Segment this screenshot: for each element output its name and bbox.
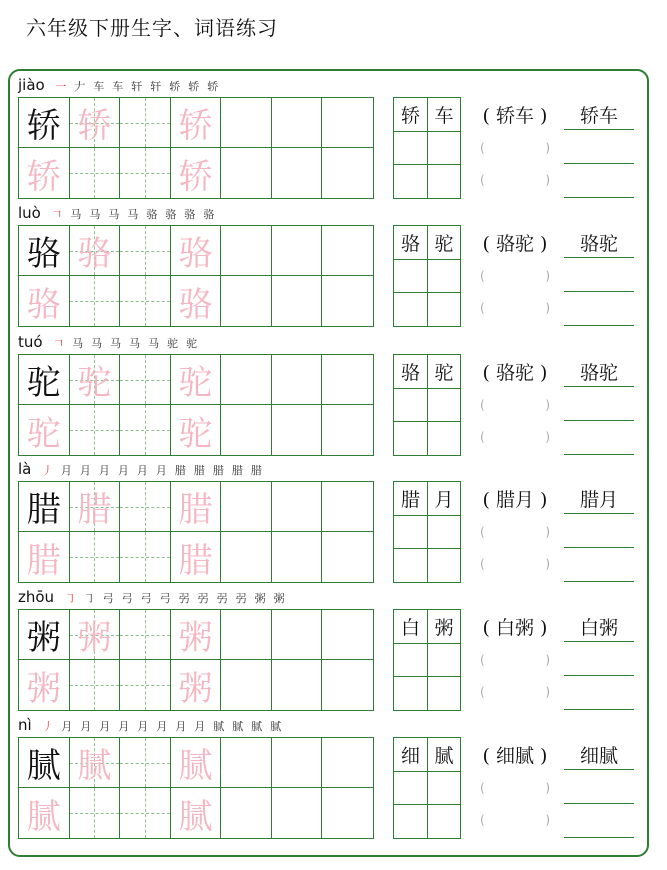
writing-cell[interactable] <box>322 738 373 788</box>
stroke-step: 马 <box>110 337 122 350</box>
word-cell[interactable] <box>427 259 461 293</box>
stroke-step: 弓 <box>102 592 114 605</box>
writing-cell[interactable] <box>322 226 373 276</box>
line-column <box>564 737 634 839</box>
word-on-line: 白粥 <box>579 617 618 639</box>
blank-parens[interactable]: ( ) <box>480 525 550 539</box>
model-char: 骆 <box>26 234 61 274</box>
stroke-step: 马 <box>148 337 160 350</box>
stroke-step: 月 <box>155 464 167 477</box>
word-in-parens: ( 白粥 ) <box>482 617 548 639</box>
word-grid <box>393 225 461 327</box>
stroke-step: 月 <box>175 720 187 733</box>
stroke-step: 骆 <box>146 208 158 221</box>
word-cell[interactable]: 腊 <box>394 482 428 516</box>
blank-parens[interactable]: ( ) <box>480 269 550 283</box>
writing-cell[interactable] <box>272 610 323 660</box>
writing-cell[interactable] <box>120 148 171 198</box>
stroke-step: 车 <box>93 80 105 93</box>
writing-cell[interactable] <box>120 226 171 276</box>
trace-char: 驼 <box>178 363 213 403</box>
word-cell[interactable] <box>394 549 428 583</box>
stroke-step: 腊 <box>250 464 262 477</box>
writing-cell[interactable] <box>120 660 171 710</box>
stroke-step: 马 <box>108 208 120 221</box>
writing-cell[interactable] <box>272 148 323 198</box>
writing-cell[interactable] <box>221 405 272 455</box>
line-column <box>564 354 634 456</box>
writing-cell[interactable] <box>272 482 323 532</box>
trace-char: 腻 <box>77 746 112 786</box>
word-cell[interactable] <box>394 677 428 711</box>
trace-char: 驼 <box>77 363 112 403</box>
writing-cell[interactable] <box>221 226 272 276</box>
writing-cell[interactable] <box>272 226 323 276</box>
trace-char: 轿 <box>178 156 213 197</box>
writing-cell[interactable] <box>120 610 171 660</box>
writing-line[interactable] <box>564 420 634 421</box>
word-cell[interactable] <box>427 131 461 165</box>
stroke-step: 粥 <box>254 592 266 605</box>
writing-line[interactable] <box>564 386 634 387</box>
char-block <box>18 456 638 581</box>
paren-column <box>480 609 550 711</box>
stroke-step: 马 <box>72 337 84 350</box>
writing-cell[interactable] <box>70 788 121 838</box>
line-column <box>564 225 634 327</box>
writing-cell[interactable] <box>322 532 373 582</box>
writing-cell[interactable] <box>272 738 323 788</box>
writing-cell[interactable] <box>120 482 171 532</box>
writing-cell[interactable] <box>19 788 70 838</box>
stroke-step: 月 <box>80 720 92 733</box>
line-column <box>564 97 634 199</box>
trace-char: 腊 <box>178 540 213 581</box>
stroke-step: 轩 <box>131 80 143 93</box>
word-cell[interactable]: 轿 <box>394 98 428 132</box>
blank-parens[interactable]: ( ) <box>480 398 550 412</box>
writing-cell[interactable] <box>19 148 70 198</box>
model-char: 驼 <box>26 363 61 403</box>
pinyin-row <box>18 329 203 351</box>
word-cell[interactable] <box>427 643 461 677</box>
writing-cell[interactable] <box>120 738 171 788</box>
writing-cell[interactable] <box>272 276 323 326</box>
writing-cell[interactable] <box>70 660 121 710</box>
word-in-parens: ( 细腻 ) <box>482 745 548 767</box>
writing-line[interactable] <box>564 709 634 710</box>
writing-cell[interactable] <box>70 610 121 660</box>
stroke-step: 弜 <box>197 592 209 605</box>
word-cell[interactable]: 白 <box>394 610 428 644</box>
stroke-step: 月 <box>60 464 72 477</box>
stroke-step: 粥 <box>273 592 285 605</box>
stroke-step: 轿 <box>188 80 200 93</box>
stroke-step: ㇆ <box>64 592 76 605</box>
trace-char: 轿 <box>77 106 112 146</box>
word-cell[interactable] <box>427 771 461 805</box>
word-cell[interactable] <box>394 643 428 677</box>
stroke-step: 驼 <box>186 337 198 350</box>
writing-cell[interactable] <box>19 405 70 455</box>
writing-line[interactable] <box>564 325 634 326</box>
word-cell[interactable] <box>427 293 461 327</box>
word-in-parens: ( 骆驼 ) <box>482 362 548 384</box>
paren-column <box>480 354 550 456</box>
stroke-step: 弓 <box>140 592 152 605</box>
writing-cell[interactable] <box>19 98 70 148</box>
word-cell[interactable] <box>394 771 428 805</box>
stroke-step: 骆 <box>184 208 196 221</box>
stroke-step: 月 <box>118 720 130 733</box>
writing-cell[interactable] <box>322 98 373 148</box>
word-cell[interactable] <box>394 259 428 293</box>
writing-cell[interactable] <box>70 532 121 582</box>
trace-char: 腻 <box>178 796 213 837</box>
word-on-line: 骆驼 <box>579 233 618 255</box>
writing-line[interactable] <box>564 769 634 770</box>
stroke-step: 轿 <box>169 80 181 93</box>
trace-char: 轿 <box>178 106 213 146</box>
trace-char: 腊 <box>77 490 112 530</box>
writing-cell[interactable] <box>221 660 272 710</box>
stroke-step: 腻 <box>251 720 263 733</box>
writing-cell[interactable] <box>19 276 70 326</box>
blank-parens[interactable]: ( ) <box>480 301 550 315</box>
word-cell[interactable]: 驼 <box>427 226 461 260</box>
word-on-line: 腊月 <box>579 489 618 511</box>
writing-cell[interactable] <box>272 355 323 405</box>
word-cell[interactable] <box>427 515 461 549</box>
writing-cell[interactable] <box>221 610 272 660</box>
tianzige-grid <box>18 609 374 711</box>
trace-char: 驼 <box>26 413 61 454</box>
writing-line[interactable] <box>564 257 634 258</box>
stroke-step: 月 <box>79 464 91 477</box>
writing-cell[interactable] <box>171 98 222 148</box>
writing-cell[interactable] <box>120 355 171 405</box>
writing-line[interactable] <box>564 803 634 804</box>
word-cell[interactable] <box>394 131 428 165</box>
stroke-step: 月 <box>137 720 149 733</box>
writing-line[interactable] <box>564 163 634 164</box>
writing-cell[interactable] <box>221 788 272 838</box>
writing-cell[interactable] <box>19 355 70 405</box>
word-cell[interactable]: 粥 <box>427 610 461 644</box>
stroke-step: 驼 <box>167 337 179 350</box>
stroke-step: 马 <box>70 208 82 221</box>
word-grid <box>393 737 461 839</box>
trace-char: 粥 <box>178 618 213 658</box>
word-cell[interactable] <box>427 805 461 839</box>
stroke-step: 月 <box>61 720 73 733</box>
writing-cell[interactable] <box>322 610 373 660</box>
stroke-step: 腻 <box>213 720 225 733</box>
stroke-step: 马 <box>89 208 101 221</box>
trace-char: 骆 <box>77 234 112 274</box>
word-cell[interactable]: 驼 <box>427 355 461 389</box>
writing-cell[interactable] <box>19 226 70 276</box>
pinyin: nì <box>18 716 32 734</box>
stroke-step: 月 <box>194 720 206 733</box>
writing-cell[interactable] <box>221 98 272 148</box>
word-grid <box>393 354 461 456</box>
writing-line[interactable] <box>564 513 634 514</box>
stroke-step: 腊 <box>174 464 186 477</box>
writing-cell[interactable] <box>120 405 171 455</box>
char-block <box>18 712 638 837</box>
stroke-step: 腊 <box>193 464 205 477</box>
writing-cell[interactable] <box>272 405 323 455</box>
writing-line[interactable] <box>564 837 634 838</box>
pinyin-row <box>18 712 287 734</box>
pinyin-row <box>18 456 267 478</box>
paren-column <box>480 737 550 839</box>
char-block <box>18 329 638 454</box>
tianzige-grid <box>18 481 374 583</box>
tianzige-grid <box>18 97 374 199</box>
word-on-line: 细腻 <box>579 745 618 767</box>
writing-cell[interactable] <box>272 788 323 838</box>
writing-cell[interactable] <box>70 355 121 405</box>
writing-line[interactable] <box>564 675 634 676</box>
stroke-step: 𠃍 <box>51 208 63 221</box>
stroke-step: 轿 <box>207 80 219 93</box>
stroke-step: 月 <box>117 464 129 477</box>
writing-line[interactable] <box>564 129 634 130</box>
word-cell[interactable] <box>427 165 461 199</box>
writing-cell[interactable] <box>322 660 373 710</box>
stroke-step: 月 <box>99 720 111 733</box>
writing-line[interactable] <box>564 641 634 642</box>
trace-char: 粥 <box>178 668 213 709</box>
word-cell[interactable]: 月 <box>427 482 461 516</box>
page-title: 六年级下册生字、词语练习 <box>26 16 278 40</box>
pinyin: là <box>18 460 32 478</box>
blank-parens[interactable]: ( ) <box>480 781 550 795</box>
stroke-step: 𠂇 <box>74 80 86 93</box>
word-on-line: 轿车 <box>579 105 618 127</box>
word-cell[interactable] <box>394 422 428 456</box>
writing-cell[interactable] <box>120 98 171 148</box>
stroke-step: 丿 <box>41 464 53 477</box>
writing-cell[interactable] <box>171 355 222 405</box>
pinyin: jiào <box>18 76 45 94</box>
pinyin: tuó <box>18 333 43 351</box>
writing-cell[interactable] <box>221 532 272 582</box>
writing-line[interactable] <box>564 581 634 582</box>
stroke-step: 弓 <box>159 592 171 605</box>
word-cell[interactable] <box>427 422 461 456</box>
model-char: 腻 <box>26 746 61 786</box>
writing-line[interactable] <box>564 197 634 198</box>
word-cell[interactable] <box>394 805 428 839</box>
trace-char: 粥 <box>26 668 61 709</box>
paren-column <box>480 225 550 327</box>
stroke-step: 弜 <box>216 592 228 605</box>
trace-char: 骆 <box>178 284 213 325</box>
writing-cell[interactable] <box>171 405 222 455</box>
word-cell[interactable]: 骆 <box>394 226 428 260</box>
stroke-step: 马 <box>127 208 139 221</box>
word-cell[interactable]: 车 <box>427 98 461 132</box>
trace-char: 骆 <box>26 284 61 325</box>
writing-cell[interactable] <box>70 482 121 532</box>
writing-line[interactable] <box>564 291 634 292</box>
writing-cell[interactable] <box>171 738 222 788</box>
stroke-step: 腻 <box>232 720 244 733</box>
writing-cell[interactable] <box>171 660 222 710</box>
stroke-step: 𠃍 <box>53 337 65 350</box>
trace-char: 腊 <box>178 490 213 530</box>
writing-cell[interactable] <box>322 148 373 198</box>
stroke-step: 马 <box>91 337 103 350</box>
word-grid <box>393 481 461 583</box>
pinyin-row <box>18 72 224 94</box>
writing-cell[interactable] <box>70 226 121 276</box>
word-cell[interactable] <box>427 549 461 583</box>
word-cell[interactable] <box>427 677 461 711</box>
word-grid <box>393 97 461 199</box>
word-cell[interactable]: 骆 <box>394 355 428 389</box>
pinyin: luò <box>18 204 41 222</box>
pinyin: zhōu <box>18 588 55 606</box>
stroke-step: 轩 <box>150 80 162 93</box>
writing-cell[interactable] <box>322 788 373 838</box>
word-in-parens: ( 轿车 ) <box>482 105 548 127</box>
stroke-step: 弜 <box>235 592 247 605</box>
char-block <box>18 200 638 325</box>
stroke-step: 一 <box>55 80 67 93</box>
stroke-step: 骆 <box>165 208 177 221</box>
writing-cell[interactable] <box>70 98 121 148</box>
writing-cell[interactable] <box>322 482 373 532</box>
writing-cell[interactable] <box>19 660 70 710</box>
tianzige-grid <box>18 737 374 839</box>
line-column <box>564 609 634 711</box>
word-cell[interactable]: 腻 <box>427 738 461 772</box>
trace-char: 腊 <box>26 540 61 581</box>
stroke-step: 月 <box>136 464 148 477</box>
tianzige-grid <box>18 225 374 327</box>
pinyin-row <box>18 200 220 222</box>
trace-char: 驼 <box>178 413 213 454</box>
stroke-step: 弜 <box>178 592 190 605</box>
writing-cell[interactable] <box>19 738 70 788</box>
blank-parens[interactable]: ( ) <box>480 653 550 667</box>
writing-cell[interactable] <box>171 610 222 660</box>
writing-cell[interactable] <box>221 482 272 532</box>
word-cell[interactable] <box>394 388 428 422</box>
stroke-step: 丿 <box>42 720 54 733</box>
writing-cell[interactable] <box>322 405 373 455</box>
tianzige-grid <box>18 354 374 456</box>
blank-parens[interactable]: ( ) <box>480 813 550 827</box>
writing-cell[interactable] <box>221 148 272 198</box>
writing-cell[interactable] <box>70 148 121 198</box>
writing-cell[interactable] <box>221 355 272 405</box>
stroke-step: 腊 <box>212 464 224 477</box>
writing-cell[interactable] <box>70 738 121 788</box>
stroke-step: 月 <box>156 720 168 733</box>
writing-cell[interactable] <box>171 482 222 532</box>
writing-cell[interactable] <box>221 738 272 788</box>
writing-line[interactable] <box>564 547 634 548</box>
blank-parens[interactable]: ( ) <box>480 173 550 187</box>
writing-cell[interactable] <box>221 276 272 326</box>
word-in-parens: ( 腊月 ) <box>482 489 548 511</box>
writing-cell[interactable] <box>171 532 222 582</box>
blank-parens[interactable]: ( ) <box>480 557 550 571</box>
writing-cell[interactable] <box>322 355 373 405</box>
word-in-parens: ( 骆驼 ) <box>482 233 548 255</box>
writing-cell[interactable] <box>171 226 222 276</box>
word-cell[interactable]: 细 <box>394 738 428 772</box>
stroke-step: 腻 <box>270 720 282 733</box>
word-grid <box>393 609 461 711</box>
writing-cell[interactable] <box>19 610 70 660</box>
char-block <box>18 584 638 709</box>
writing-cell[interactable] <box>272 660 323 710</box>
word-cell[interactable] <box>394 515 428 549</box>
stroke-step: 弓 <box>121 592 133 605</box>
writing-cell[interactable] <box>171 148 222 198</box>
writing-cell[interactable] <box>171 276 222 326</box>
stroke-step: 月 <box>98 464 110 477</box>
word-cell[interactable] <box>394 165 428 199</box>
blank-parens[interactable]: ( ) <box>480 141 550 155</box>
trace-char: 轿 <box>26 156 61 197</box>
writing-cell[interactable] <box>272 98 323 148</box>
writing-cell[interactable] <box>272 532 323 582</box>
word-cell[interactable] <box>394 293 428 327</box>
stroke-step: ㇆ <box>83 592 95 605</box>
writing-line[interactable] <box>564 454 634 455</box>
paren-column <box>480 97 550 199</box>
model-char: 轿 <box>26 106 61 146</box>
writing-cell[interactable] <box>120 276 171 326</box>
writing-cell[interactable] <box>70 276 121 326</box>
stroke-step: 车 <box>112 80 124 93</box>
writing-cell[interactable] <box>19 532 70 582</box>
writing-cell[interactable] <box>322 276 373 326</box>
writing-cell[interactable] <box>120 788 171 838</box>
trace-char: 骆 <box>178 234 213 274</box>
word-on-line: 骆驼 <box>579 362 618 384</box>
char-block <box>18 72 638 197</box>
writing-cell[interactable] <box>19 482 70 532</box>
trace-char: 腻 <box>26 796 61 837</box>
pinyin-row <box>18 584 290 606</box>
writing-cell[interactable] <box>120 532 171 582</box>
trace-char: 腻 <box>178 746 213 786</box>
writing-cell[interactable] <box>171 788 222 838</box>
trace-char: 粥 <box>77 618 112 658</box>
blank-parens[interactable]: ( ) <box>480 430 550 444</box>
model-char: 腊 <box>26 490 61 530</box>
line-column <box>564 481 634 583</box>
stroke-step: 腊 <box>231 464 243 477</box>
writing-cell[interactable] <box>70 405 121 455</box>
stroke-step: 马 <box>129 337 141 350</box>
model-char: 粥 <box>26 618 61 658</box>
blank-parens[interactable]: ( ) <box>480 685 550 699</box>
paren-column <box>480 481 550 583</box>
word-cell[interactable] <box>427 388 461 422</box>
stroke-step: 骆 <box>203 208 215 221</box>
